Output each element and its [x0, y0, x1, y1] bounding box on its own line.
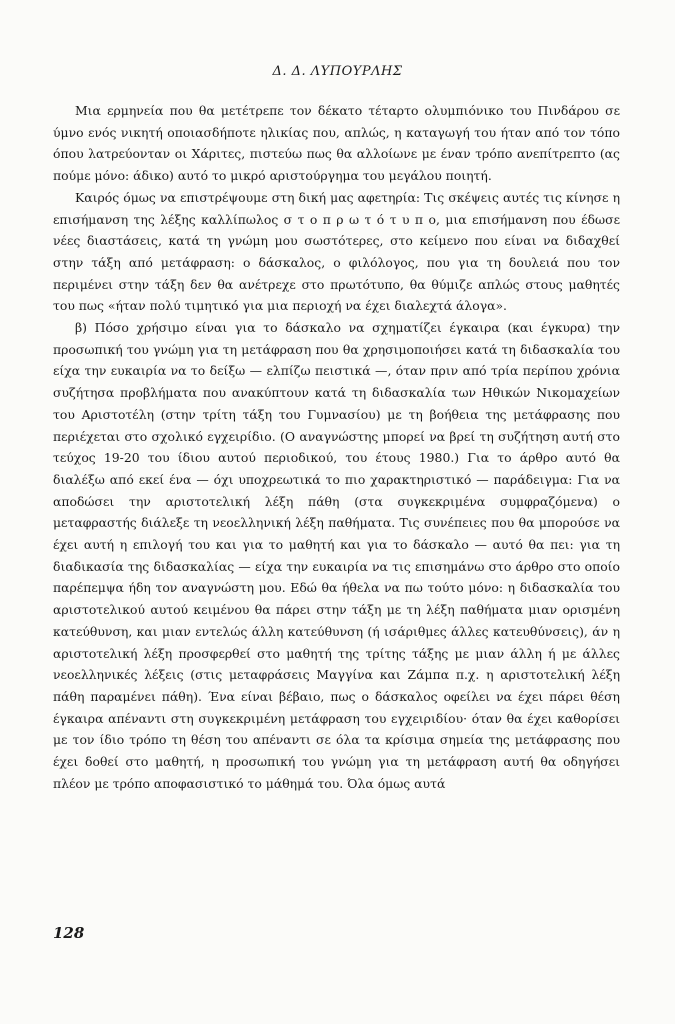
paragraph: Μια ερμηνεία που θα μετέτρεπε τον δέκατο τέταρτο ολυμπιόνικο του Πινδάρου σε ύμνο ενός νικητή οποιασδήποτε ηλικίας που, απλώς, η καταγωγή του ήταν από τον τόπο όπου λατρεύονταν οι Χάριτες, πιστεύω πως θα αλλοίωνε με έναν τρόπο ανεπίτρεπτο (ας πούμε μόνο: άδικο) αυτό το μικρό αριστούργημα του μεγάλου ποιητή.	[53, 103, 620, 184]
page-number: 128	[53, 924, 85, 942]
running-head: Δ. Δ. ΛΥΠΟΥΡΛΗΣ	[272, 64, 403, 79]
paragraph: β) Πόσο χρήσιμο είναι για το δάσκαλο να σχηματίζει έγκαιρα (και έγκυρα) την προσωπική του γνώμη για τη μετάφραση που θα χρησιμοποιήσει κατά τη διδασκαλία του είχα την ευκαιρία να το δείξω — ελπίζω πειστικά —, όταν πριν από τρία περίπου χρόνια συζήτησα προβλήματα που ανακύπτουν κατά τη διδασκαλία των Ηθικών Νικομαχείων του Αριστοτέλη (στην τρίτη τάξη του Γυμνασίου) με τη βοήθεια της μετάφρασης που περιέχεται στο σχολικό εγχειρίδιο. (Ο αναγνώστης μπορεί να βρεί τη συζήτηση αυτή στο τεύχος 19-20 του ίδιου αυτού περιοδικού, του έτους 1980.) Για το άρθρο αυτό θα διαλέξω από εκεί ένα — όχι υποχρεωτικά το πιο χαρακτηριστικό — παράδειγμα: Για να αποδώσει την αριστοτελική λέξη πάθη (στα συγκεκριμένα συμφραζόμενα) ο μεταφραστής διάλεξε τη νεοελληνική λέξη παθήματα. Τις συνέπειες που θα μπορούσε να έχει αυτή η επιλογή του και για το μαθητή και για το δάσκαλο — αυτό θα πει: για τη διαδικασία της διδασκαλίας — είχα την ευκαιρία να τις επισημάνω στο άρθρο στο οποίο παρέπεμψα ήδη τον αναγνώστη μου. Εδώ θα ήθελα να πω τούτο μόνο: η διδασκαλία του αριστοτελικού αυτού κειμένου θα πάρει στην τάξη με τη λέξη παθήματα μιαν ορισμένη κατεύθυνση, και μιαν εντελώς άλλη κατεύθυνση (ή ισάριθμες άλλες κατευθύνσεις), άν η αριστοτελική λέξη προσφερθεί στο μαθητή της τρίτης τάξης με μιαν άλλη ή με άλλες νεοελληνικές λέξεις (στις μεταφράσεις Μαγγίνα και Ζάμπα π.χ. η αριστοτελική λέξη πάθη παραμένει πάθη). Ένα είναι βέβαιο, πως ο δάσκαλος οφείλει να έχει πάρει θέση έγκαιρα απέναντι στη συγκεκριμένη μετάφραση του εγχειριδίου· όταν θα έχει καθορίσει με τον ίδιο τρόπο τη θέση του απέναντι σε όλα τα κρίσιμα σημεία της μετάφρασης που έχει δοθεί στο μαθητή, η προσωπική του γνώμη για τη μετάφραση αυτή θα οδηγήσει πλέον με τρόπο αποφασιστικό το μάθημά του. Όλα όμως αυτά	[53, 320, 620, 791]
body-text	[53, 100, 620, 795]
paragraph: Καιρός όμως να επιστρέψουμε στη δική μας αφετηρία: Τις σκέψεις αυτές τις κίνησε η επισήμανση της λέξης καλλίπωλος σ τ ο π ρ ω τ ό τ υ π ο, μια επισήμανση που έδωσε νέες διαστάσεις, κατά τη γνώμη μου σωστότερες, στο κείμενο που είναι να διδαχθεί στην τάξη από μετάφραση: ο δάσκαλος, ο φιλόλογος, που για τη δουλειά που τον περιμένει στην τάξη δεν θα ανέτρεχε στο πρωτότυπο, θα θύμιζε απλώς στους μαθητές του πως «ήταν πολύ τιμητικό για μια περιοχή να έχει διαλεχτά άλογα».	[53, 189, 620, 314]
